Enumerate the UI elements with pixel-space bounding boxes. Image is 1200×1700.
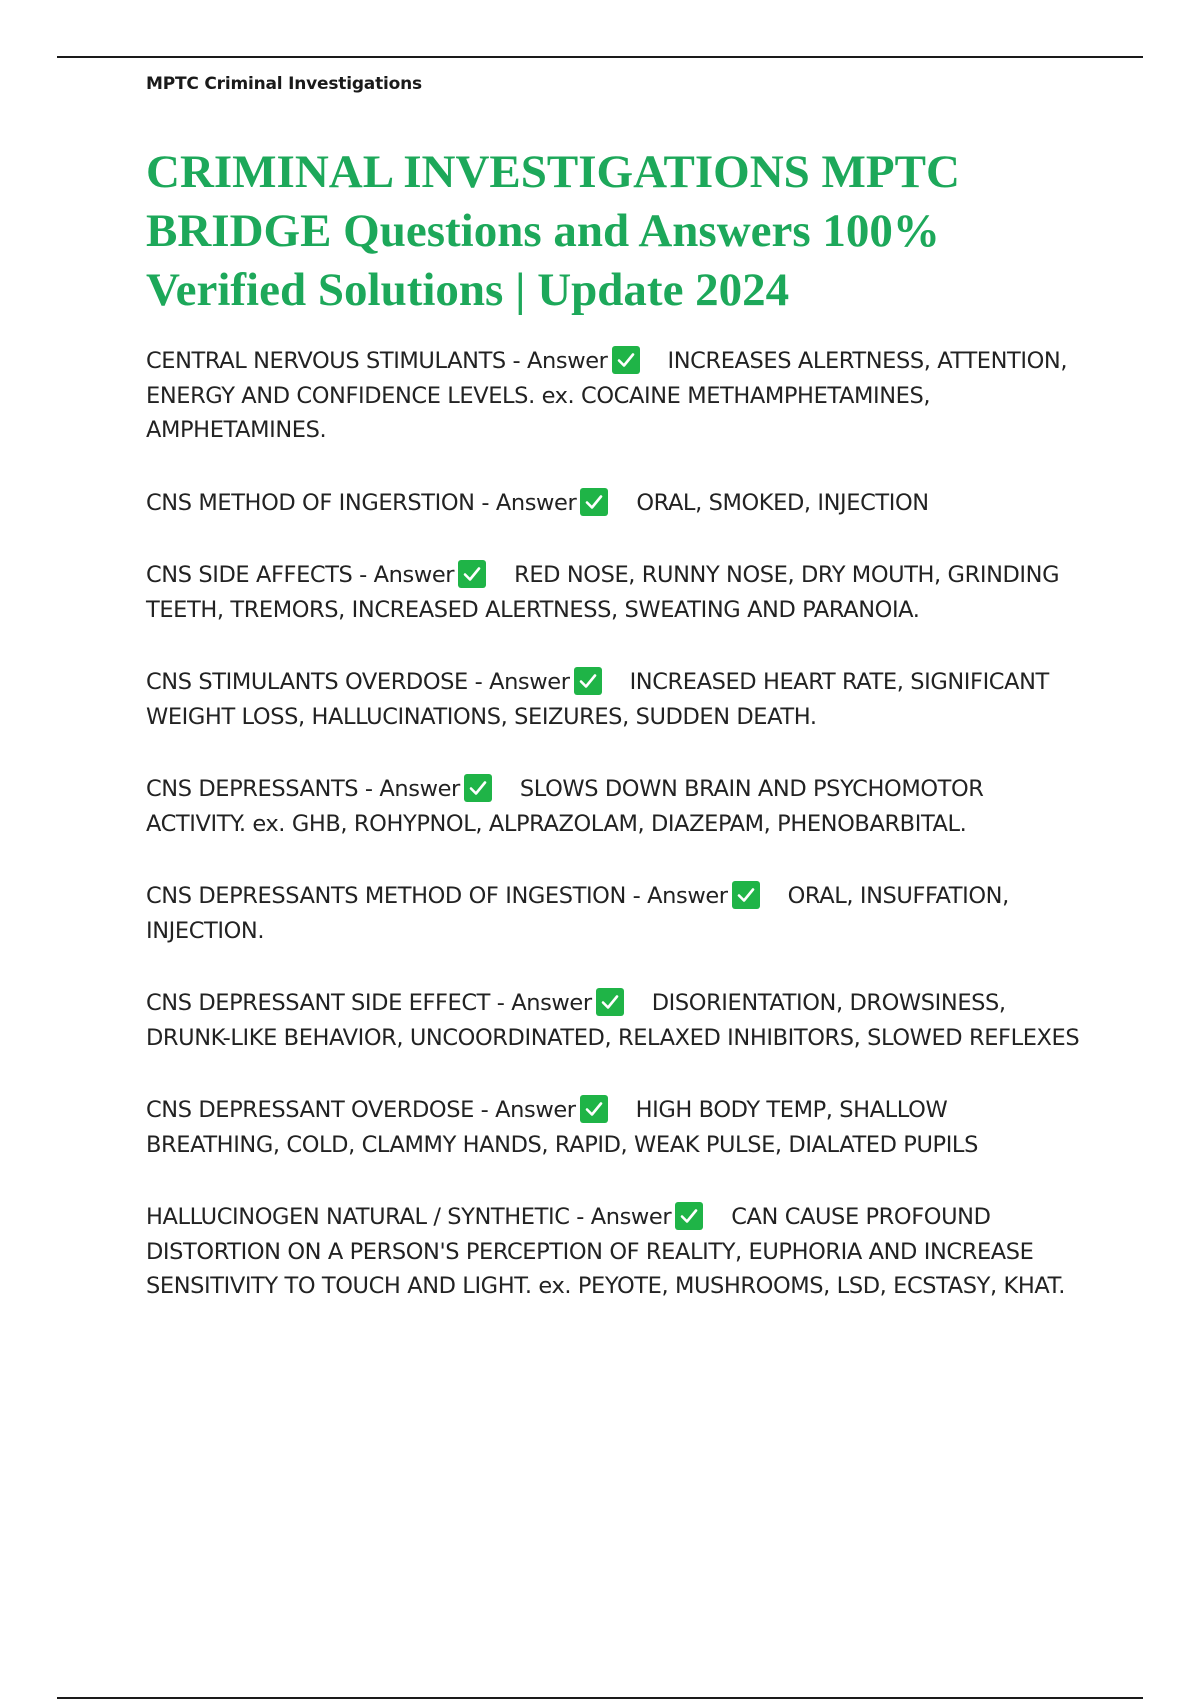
check-mark-icon bbox=[464, 774, 492, 802]
qa-item bbox=[146, 1093, 1086, 1162]
check-mark-icon bbox=[580, 1095, 608, 1123]
qa-item bbox=[146, 1200, 1086, 1304]
qa-answer: DISORIENTATION, DROWSINESS, DRUNK-LIKE BEHAVIOR, UNCOORDINATED, RELAXED INHIBITORS, SLOWED REFLEXES bbox=[146, 990, 1080, 1051]
qa-answer: RED NOSE, RUNNY NOSE, DRY MOUTH, GRINDING TEETH, TREMORS, INCREASED ALERTNESS, SWEATING AND PARANOIA. bbox=[146, 562, 1060, 623]
qa-term: CNS DEPRESSANT SIDE EFFECT - Answer bbox=[146, 990, 592, 1016]
qa-item bbox=[146, 879, 1086, 948]
qa-item bbox=[146, 486, 1086, 521]
check-mark-icon bbox=[732, 881, 760, 909]
check-mark-icon bbox=[580, 488, 608, 516]
qa-term: CNS STIMULANTS OVERDOSE - Answer bbox=[146, 669, 570, 695]
check-mark-icon bbox=[574, 667, 602, 695]
qa-item bbox=[146, 344, 1086, 448]
qa-item bbox=[146, 986, 1086, 1055]
qa-item bbox=[146, 665, 1086, 734]
qa-term: CNS DEPRESSANTS METHOD OF INGESTION - Answer bbox=[146, 883, 728, 909]
document-title: CRIMINAL INVESTIGATIONS MPTC BRIDGE Questions and Answers 100% Verified Solutions | Update 2024 bbox=[146, 146, 960, 316]
top-divider bbox=[57, 56, 1143, 58]
qa-answer: INCREASES ALERTNESS, ATTENTION, ENERGY AND CONFIDENCE LEVELS. ex. COCAINE METHAMPHETAMINES, AMPHETAMINES. bbox=[146, 348, 1068, 443]
qa-answer: CAN CAUSE PROFOUND DISTORTION ON A PERSON'S PERCEPTION OF REALITY, EUPHORIA AND INCREASE SENSITIVITY TO TOUCH AND LIGHT. ex. PEYOTE, MUSHROOMS, LSD, ECSTASY, KHAT. bbox=[146, 1204, 1066, 1299]
check-mark-icon bbox=[675, 1202, 703, 1230]
qa-term: CENTRAL NERVOUS STIMULANTS - Answer bbox=[146, 348, 608, 374]
qa-term: CNS METHOD OF INGERSTION - Answer bbox=[146, 489, 577, 516]
running-header: MPTC Criminal Investigations bbox=[146, 74, 422, 94]
qa-term: CNS DEPRESSANTS - Answer bbox=[146, 776, 460, 802]
qa-term: CNS SIDE AFFECTS - Answer bbox=[146, 562, 455, 588]
qa-answer: INCREASED HEART RATE, SIGNIFICANT WEIGHT LOSS, HALLUCINATIONS, SEIZURES, SUDDEN DEATH. bbox=[146, 669, 1049, 730]
qa-list bbox=[146, 344, 1086, 1342]
bottom-divider bbox=[57, 1697, 1143, 1699]
qa-answer: ORAL, SMOKED, INJECTION bbox=[636, 489, 929, 516]
qa-item bbox=[146, 558, 1086, 627]
qa-term: HALLUCINOGEN NATURAL / SYNTHETIC - Answer bbox=[146, 1204, 672, 1230]
qa-answer: HIGH BODY TEMP, SHALLOW BREATHING, COLD, CLAMMY HANDS, RAPID, WEAK PULSE, DIALATED PUPILS bbox=[146, 1097, 978, 1158]
qa-term: CNS DEPRESSANT OVERDOSE - Answer bbox=[146, 1097, 576, 1123]
check-mark-icon bbox=[612, 346, 640, 374]
check-mark-icon bbox=[458, 560, 486, 588]
check-mark-icon bbox=[596, 988, 624, 1016]
qa-answer: SLOWS DOWN BRAIN AND PSYCHOMOTOR ACTIVITY. ex. GHB, ROHYPNOL, ALPRAZOLAM, DIAZEPAM, PHENOBARBITAL. bbox=[146, 776, 984, 837]
qa-item bbox=[146, 772, 1086, 841]
qa-answer: ORAL, INSUFFATION, INJECTION. bbox=[146, 883, 1009, 944]
